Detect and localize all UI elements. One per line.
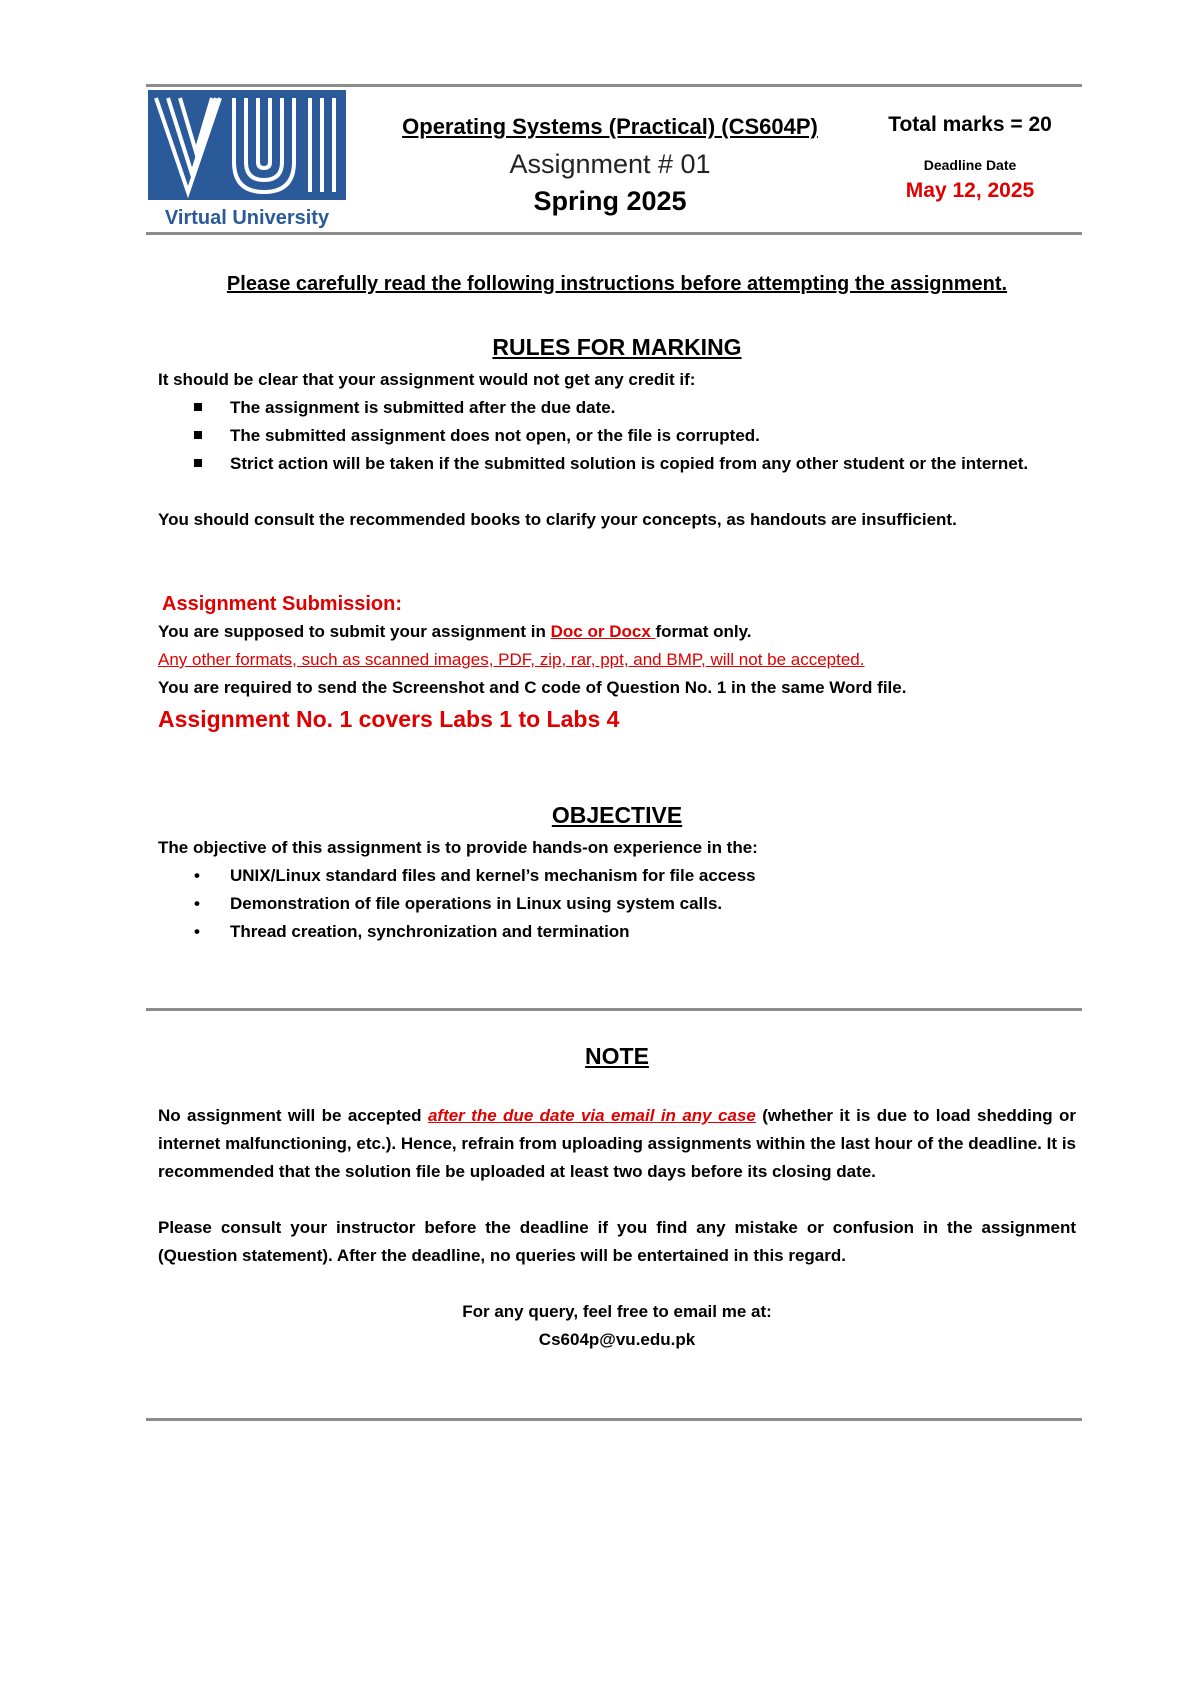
deadline-label: Deadline Date <box>923 157 1017 173</box>
course-title: Operating Systems (Practical) (CS604P) <box>402 114 818 139</box>
format-line: You are supposed to submit your assignment in Doc or Docx format only. <box>158 622 752 641</box>
bullet-icon: • <box>194 922 200 941</box>
note-paragraph-2: Please consult your instructor before the deadline if you find any mistake or confusion in the assignment (Question statement). After the deadline, no queries will be entertained in this regard. <box>158 1218 1076 1265</box>
list-item: • UNIX/Linux standard files and kernel’s mechanism for file access <box>158 862 1076 890</box>
square-bullet-icon <box>194 403 202 411</box>
assignment-number: Assignment # 01 <box>509 149 711 179</box>
rules-section <box>158 366 1076 534</box>
logo-text: Virtual University <box>164 207 330 229</box>
rules-list <box>158 394 1076 478</box>
rules-intro: It should be clear that your assignment would not get any credit if: <box>158 370 696 389</box>
note-heading: NOTE <box>585 1043 649 1069</box>
format-highlight: Doc or Docx <box>550 622 656 641</box>
submission-section <box>158 590 1076 736</box>
rules-heading: RULES FOR MARKING <box>492 334 742 360</box>
list-item: The assignment is submitted after the due date. <box>158 394 1076 422</box>
semester: Spring 2025 <box>533 186 687 216</box>
contact-email[interactable]: Cs604p@vu.edu.pk <box>538 1330 696 1349</box>
footer-rule <box>146 1418 1082 1421</box>
note-paragraph-1: No assignment will be accepted after the due date via email in any case (whether it is due to load shedding or internet malfunctioning, etc.). Hence, refrain from uploading assignments within the last hour of the deadline. It is recommended that the solution file be uploaded at least two days before its closing date. <box>158 1106 1076 1181</box>
total-marks: Total marks = 20 <box>888 113 1052 136</box>
other-formats-warning: Any other formats, such as scanned images, PDF, zip, rar, ppt, and BMP, will not be accepted. <box>158 650 865 669</box>
consult-note: You should consult the recommended books to clarify your concepts, as handouts are insufficient. <box>158 510 957 529</box>
list-item: • Demonstration of file operations in Linux using system calls. <box>158 890 1076 918</box>
submission-heading: Assignment Submission: <box>162 593 403 615</box>
note-top-rule <box>146 1008 1082 1011</box>
vu-logo <box>148 90 346 230</box>
objective-section <box>158 834 1076 946</box>
instructions-heading: Please carefully read the following instructions before attempting the assignment. <box>226 273 1008 295</box>
list-item: The submitted assignment does not open, or the file is corrupted. <box>158 422 1076 450</box>
note-section <box>158 1102 1076 1354</box>
objective-intro: The objective of this assignment is to provide hands-on experience in the: <box>158 838 758 857</box>
square-bullet-icon <box>194 431 202 439</box>
square-bullet-icon <box>194 459 202 467</box>
list-item: Strict action will be taken if the submitted solution is copied from any other student or the internet. <box>158 450 1076 478</box>
note-highlight: after the due date via email in any case <box>427 1106 756 1125</box>
objective-list <box>158 862 1076 946</box>
list-item: • Thread creation, synchronization and termination <box>158 918 1076 946</box>
objective-heading: OBJECTIVE <box>551 802 683 828</box>
header-title-block <box>360 112 860 220</box>
header-top-rule <box>146 84 1082 87</box>
bullet-icon: • <box>194 894 200 913</box>
bullet-icon: • <box>194 866 200 885</box>
screenshot-note: You are required to send the Screenshot and C code of Question No. 1 in the same Word file. <box>158 678 907 697</box>
header-marks-block <box>870 110 1070 206</box>
header-bottom-rule <box>146 232 1082 235</box>
labs-coverage: Assignment No. 1 covers Labs 1 to Labs 4 <box>158 706 620 732</box>
query-line: For any query, feel free to email me at: <box>462 1302 772 1321</box>
deadline-date: May 12, 2025 <box>905 179 1035 202</box>
